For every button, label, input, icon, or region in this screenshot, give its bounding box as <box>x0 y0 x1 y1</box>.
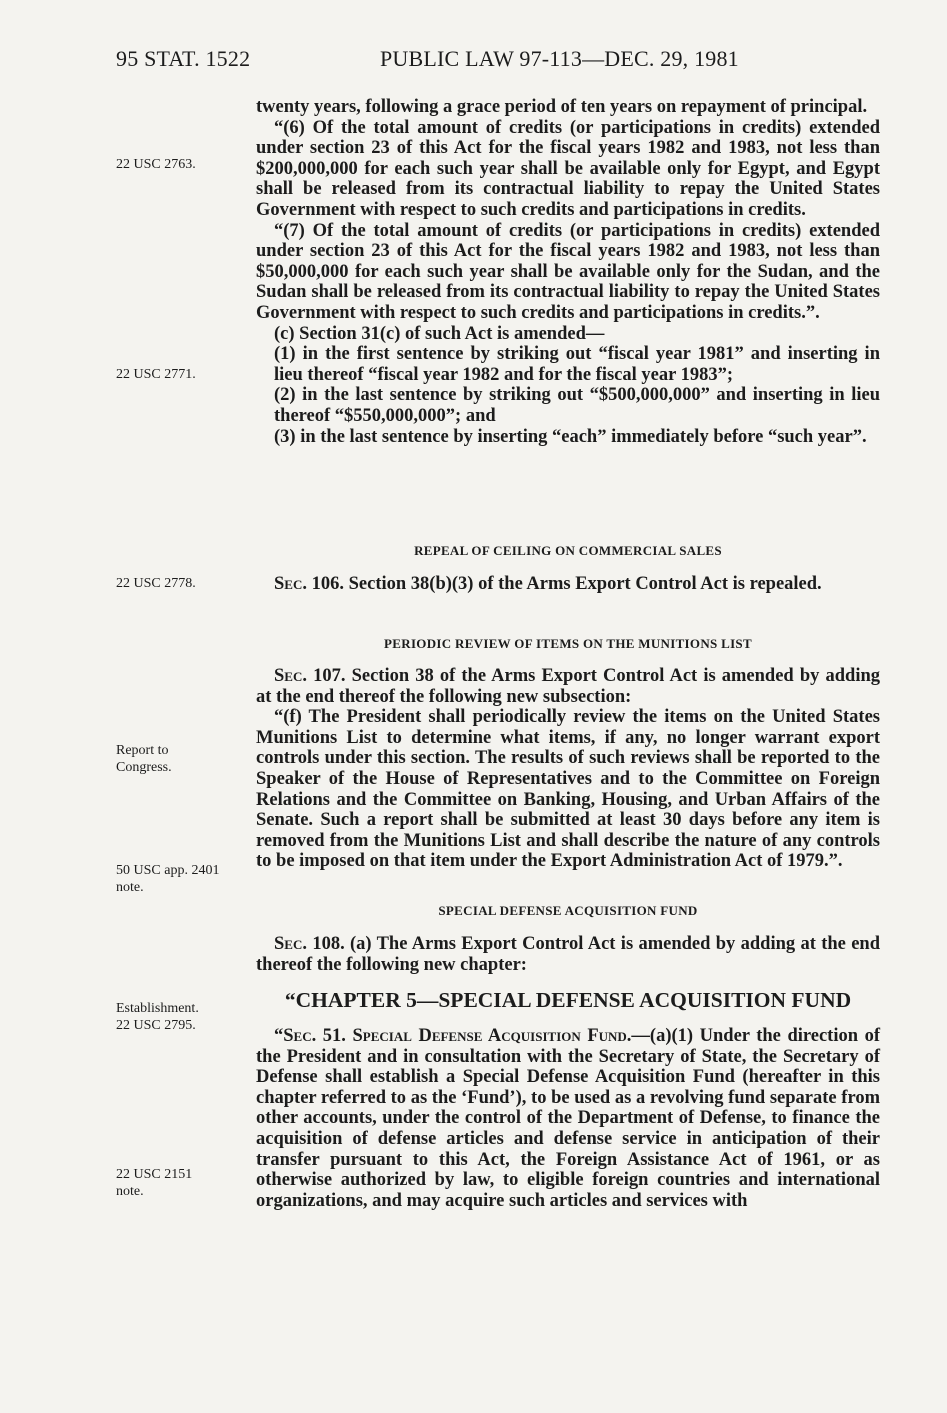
section-heading: SPECIAL DEFENSE ACQUISITION FUND <box>438 903 698 918</box>
margin-note-line: Report to <box>116 743 169 758</box>
margin-note-citation <box>116 862 246 896</box>
section-heading: PERIODIC REVIEW OF ITEMS ON THE MUNITIONS LIST <box>384 636 752 651</box>
body-block-amendments <box>256 97 880 447</box>
margin-note-line: Congress. <box>116 760 172 775</box>
section-107 <box>256 666 880 872</box>
section-label: Sec. <box>274 666 307 686</box>
paragraph: “(f) The President shall periodically review the items on the United States Munitions List to determine what items, if any, no longer warrant export controls under this section. The results of such reviews shall be reported to the Speaker of the House of Representatives and to the Committee on Foreign Relations and the Committee on Banking, Housing, and Urban Affairs of the Senate. Such a report shall be submitted at least 30 days before any item is removed from the Munitions List and shall describe the nature of any controls to be imposed on that item under the Export Administration Act of 1979.”. <box>256 707 880 872</box>
section-51 <box>256 1026 880 1211</box>
margin-note-report <box>116 742 246 776</box>
margin-note-line: 22 USC 2151 <box>116 1167 193 1182</box>
paragraph <box>256 574 880 595</box>
list-item: (3) in the last sentence by inserting “each” immediately before “such year”. <box>274 426 867 447</box>
margin-note-line: 22 USC 2795. <box>116 1018 196 1033</box>
section-label: Sec. <box>274 934 307 954</box>
margin-note-citation: 22 USC 2778. <box>116 576 196 591</box>
section-label: “Sec. 51. Special Defense Acquisition Fund. <box>274 1026 632 1046</box>
margin-note-line: 50 USC app. 2401 <box>116 863 220 878</box>
list-item: (1) in the first sentence by striking out “fiscal year 1981” and inserting in lieu thereof “fiscal year 1982 and for the fiscal year 1983”; <box>274 344 880 385</box>
section-text: 107. Section 38 of the Arms Export Control Act is amended by adding at the end thereof the following new subsection: <box>256 666 880 707</box>
statute-page-number: 95 STAT. 1522 <box>116 46 251 71</box>
list-item: (2) in the last sentence by striking out “$500,000,000” and inserting in lieu thereof “$550,000,000”; and <box>274 385 880 426</box>
paragraph <box>256 934 880 975</box>
paragraph: (c) Section 31(c) of such Act is amended— <box>274 323 605 344</box>
section-text: —(a)(1) Under the direction of the President and in consultation with the Secretary of State, the Secretary of Defense shall establish a Special Defense Acquisition Fund (hereafter in this chapter referred to as the ‘Fund’), to be used as a revolving fund separate from other accounts, under the control of the Department of Defense, to finance the acquisition of defense articles and defense service in anticipation of their transfer pursuant to this Act, the Foreign Assistance Act of 1961, or as otherwise authorized by law, to eligible foreign countries and international organizations, and may acquire such articles and services with <box>256 1026 880 1211</box>
section-108 <box>256 934 880 975</box>
paragraph: “(6) Of the total amount of credits (or participations in credits) extended under section 23 of this Act for the fiscal years 1982 and 1983, not less than $200,000,000 for each such year shall be available only for Egypt, and Egypt shall be released from its contractual liability to repay the United States Government with respect to such credits and participations in credits. <box>256 117 880 220</box>
margin-note-establishment <box>116 1000 246 1034</box>
section-heading: REPEAL OF CEILING ON COMMERCIAL SALES <box>414 543 722 558</box>
running-header: PUBLIC LAW 97-113—DEC. 29, 1981 <box>380 46 739 71</box>
margin-note-line: Establishment. <box>116 1001 199 1016</box>
paragraph: “(7) Of the total amount of credits (or participations in credits) extended under section 23 of this Act for the fiscal years 1982 and 1983, not less than $50,000,000 for each such year shall be available only for the Sudan, and the Sudan shall be released from its contractual liability to repay the United States Government with respect to such credits and participations in credits.”. <box>256 220 880 323</box>
margin-note-citation: 22 USC 2771. <box>116 367 196 382</box>
paragraph <box>256 1026 880 1211</box>
paragraph <box>256 666 880 707</box>
section-text: 106. Section 38(b)(3) of the Arms Export Control Act is repealed. <box>306 574 822 594</box>
margin-note-line: note. <box>116 880 144 895</box>
section-text: 108. (a) The Arms Export Control Act is amended by adding at the end thereof the following new chapter: <box>256 934 880 975</box>
section-106 <box>256 574 880 595</box>
paragraph: twenty years, following a grace period of ten years on repayment of principal. <box>256 97 868 117</box>
chapter-title: “CHAPTER 5—SPECIAL DEFENSE ACQUISITION FUND <box>284 988 852 1012</box>
margin-note-citation: 22 USC 2763. <box>116 157 196 172</box>
margin-note-line: note. <box>116 1184 144 1199</box>
margin-note-citation <box>116 1166 246 1200</box>
section-label: Sec. <box>274 574 307 594</box>
